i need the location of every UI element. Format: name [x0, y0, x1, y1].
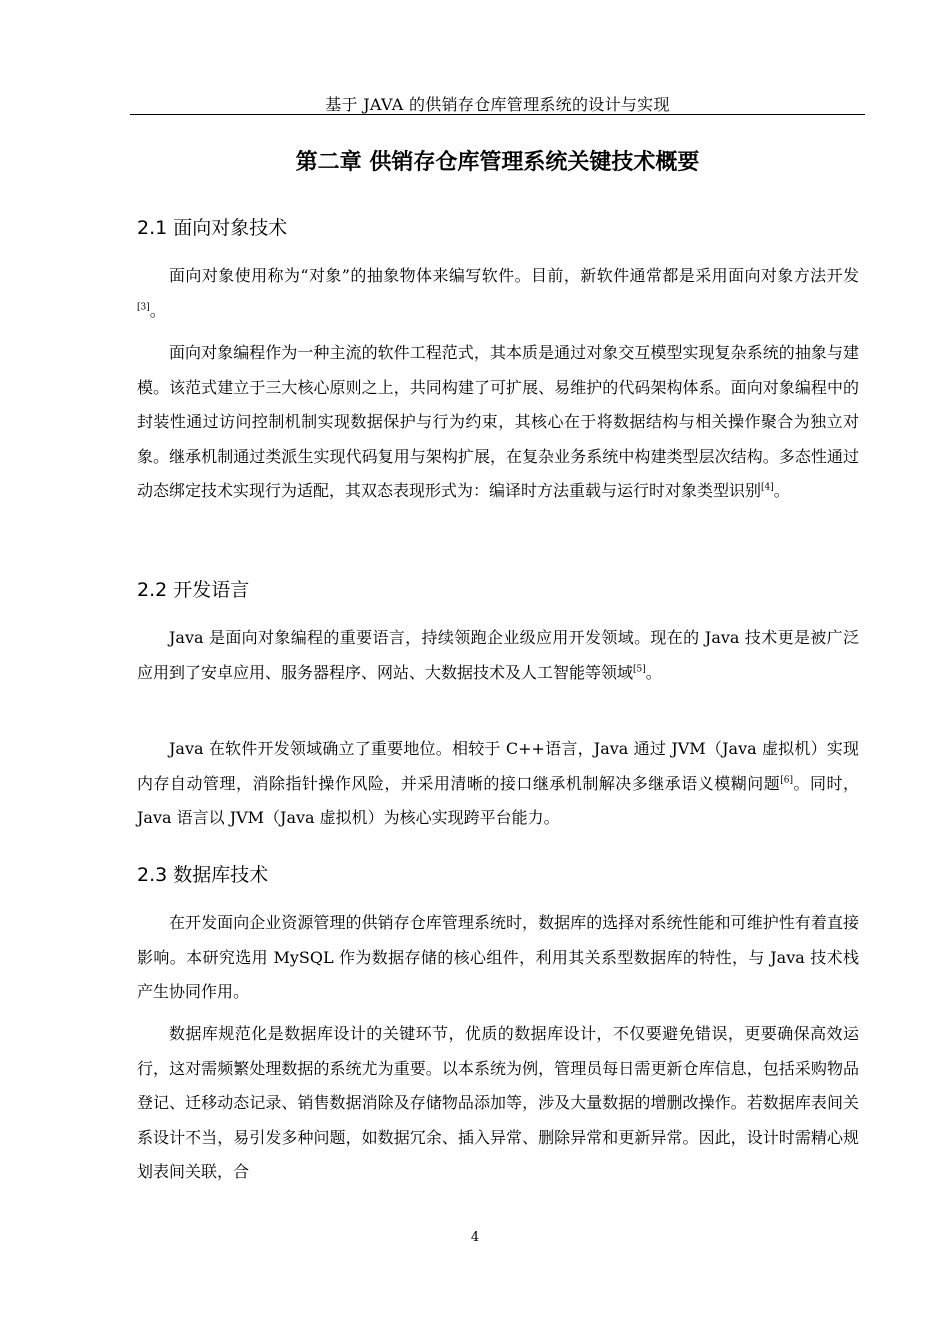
chapter-title: 第二章 供销存仓库管理系统关键技术概要	[295, 150, 700, 175]
section-heading-2-3: 2.3 数据库技术	[137, 864, 269, 886]
paragraph-text: Java 是面向对象编程的重要语言，持续领跑企业级应用开发领域。现在的 Java 技术更是被广泛应用到了安卓应用、服务器程序、网站、大数据技术及人工智能等领域	[137, 628, 859, 682]
paragraph-2-3-2	[137, 1017, 859, 1190]
paragraph-text: 面向对象编程作为一种主流的软件工程范式，其本质是通过对象交互模型实现复杂系统的抽象与建模。该范式建立于三大核心原则之上，共同构建了可扩展、易维护的代码架构体系。面向对象编程中的封装性通过访问控制机制实现数据保护与行为约束，其核心在于将数据结构与相关操作聚合为独立对象。继承机制通过类派生实现代码复用与架构扩展，在复杂业务系统中构建类型层次结构。多态性通过动态绑定技术实现行为适配，其双态表现形式为：编译时方法重载与运行时对象类型识别	[137, 343, 859, 500]
paragraph-text: Java 在软件开发领域确立了重要地位。相较于 C++语言，Java 通过 JVM（Java 虚拟机）实现内存自动管理，消除指针操作风险，并采用清晰的接口继承机制解决多继承语义模糊问题	[137, 739, 859, 793]
paragraph-tail: 。	[645, 662, 662, 682]
section-heading-2-2: 2.2 开发语言	[137, 579, 250, 601]
paragraph-text: 在开发面向企业资源管理的供销存仓库管理系统时，数据库的选择对系统性能和可维护性有着直接影响。本研究选用 MySQL 作为数据存储的核心组件，利用其关系型数据库的特性，与 Java 技术栈产生协同作用。	[137, 913, 859, 1001]
citation-ref: [3]	[137, 302, 150, 313]
header-rule	[130, 114, 865, 115]
paragraph-2-1-2	[137, 336, 859, 509]
paragraph-text: 数据库规范化是数据库设计的关键环节，优质的数据库设计，不仅要避免错误，更要确保高效运行，这对需频繁处理数据的系统尤为重要。以本系统为例，管理员每日需更新仓库信息，包括采购物品登记、迁移动态记录、销售数据消除及存储物品添加等，涉及大量数据的增删改操作。若数据库表间关系设计不当，易引发多种问题，如数据冗余、插入异常、删除异常和更新异常。因此，设计时需精心规划表间关联，合	[137, 1024, 859, 1181]
paragraph-2-2-2	[137, 732, 859, 836]
paragraph-tail: 。同时，Java 语言以 JVM（Java 虚拟机）为核心实现跨平台能力。	[137, 773, 859, 827]
page-number: 4	[470, 1230, 480, 1245]
paragraph-tail: 。	[773, 481, 790, 500]
citation-ref: [5]	[633, 664, 646, 675]
paragraph-2-2-1	[137, 621, 859, 690]
paragraph-tail: 。	[149, 300, 166, 320]
paragraph-2-3-1	[137, 906, 859, 1010]
running-header: 基于 JAVA 的供销存仓库管理系统的设计与实现	[325, 95, 670, 114]
paragraph-text: 面向对象使用称为“对象”的抽象物体来编写软件。目前，新软件通常都是采用面向对象方法开发	[169, 266, 859, 285]
paragraph-2-1-1	[137, 259, 859, 328]
section-heading-2-1: 2.1 面向对象技术	[137, 217, 288, 239]
citation-ref: [6]	[780, 775, 793, 786]
citation-ref: [4]	[761, 482, 774, 493]
